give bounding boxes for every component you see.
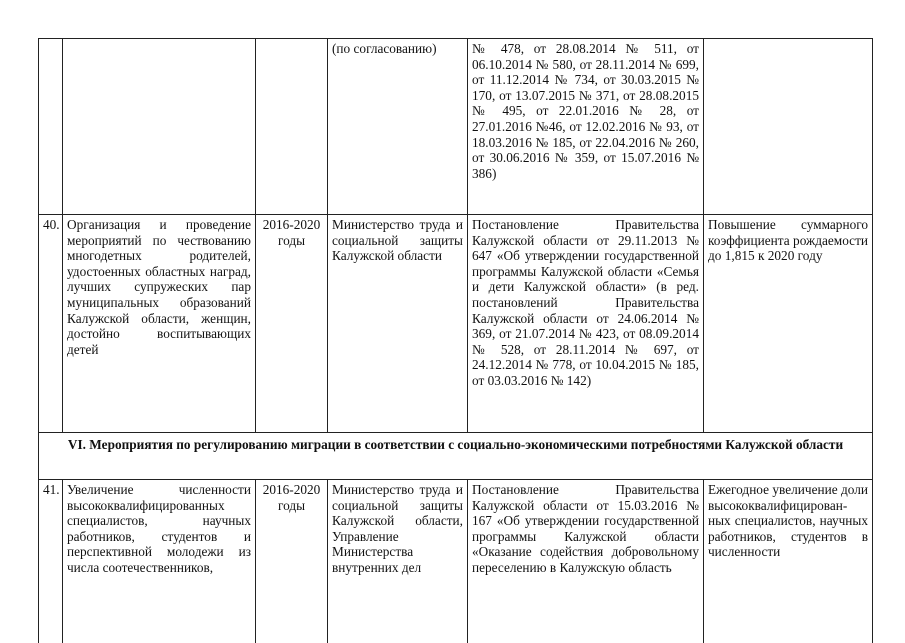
term-cell: 2016-2020 годы — [256, 480, 328, 643]
table-row-40 — [39, 215, 873, 433]
term-cell: 2016-2020 годы — [256, 215, 328, 433]
executor-cell: Министерство труда и социальной защиты Калужской области — [328, 215, 468, 433]
event-cell: Увеличение численности высококвалифицированных специалистов, научных работников, студентов и перспективной молодежи из числа соотечественников, — [63, 480, 256, 643]
result-cell: Ежегодное увеличение доли высококвалифицирован-ных специалистов, научных работников, студентов в численности — [704, 480, 873, 643]
executor-cell: (по согласованию) — [328, 39, 468, 215]
table-row-41 — [39, 480, 873, 643]
section-heading-row — [39, 433, 873, 480]
basis-cell: № 478, от 28.08.2014 № 511, от 06.10.2014 № 580, от 28.11.2014 № 699, от 11.12.2014 № 734, от 30.03.2015 № 170, от 13.07.2015 № 371, от 28.08.2015 № 495, от 22.01.2016 № 28, от 27.01.2016 №46, от 12.02.2016 № 93, от 18.03.2016 № 185, от 22.04.2016 № 260, от 30.06.2016 № 359, от 15.07.2016 № 386) — [468, 39, 704, 215]
event-cell: Организация и проведение мероприятий по чествованию многодетных родителей, удостоенных областных наград, лучших супружеских пар муниципальных образований Калужской области, женщин, достойно воспитывающих детей — [63, 215, 256, 433]
event-cell — [63, 39, 256, 215]
section-heading: VI. Мероприятия по регулированию миграции в соответствии с социально-экономическими потребностями Калужской области — [39, 433, 873, 480]
term-cell — [256, 39, 328, 215]
table-row-continuation — [39, 39, 873, 215]
row-number-cell: 41. — [39, 480, 63, 643]
measures-table — [38, 38, 873, 643]
result-cell: Повышение суммарного коэффициента рождаемости до 1,815 к 2020 году — [704, 215, 873, 433]
row-number-cell — [39, 39, 63, 215]
row-number-cell: 40. — [39, 215, 63, 433]
basis-cell: Постановление Правительства Калужской области от 29.11.2013 № 647 «Об утверждении государственной программы Калужской области «Семья и дети Калужской области» (в ред. постановлений Правительства Калужской области от 24.06.2014 № 369, от 21.07.2014 № 423, от 08.09.2014 № 528, от 28.11.2014 № 697, от 24.12.2014 № 778, от 10.04.2015 № 185, от 03.03.2016 № 142) — [468, 215, 704, 433]
result-cell — [704, 39, 873, 215]
basis-cell: Постановление Правительства Калужской области от 15.03.2016 № 167 «Об утверждении государственной программы Калужской области «Оказание содействия добровольному переселению в Калужскую область — [468, 480, 704, 643]
executor-cell: Министерство труда и социальной защиты Калужской области, Управление Министерства внутренних дел — [328, 480, 468, 643]
